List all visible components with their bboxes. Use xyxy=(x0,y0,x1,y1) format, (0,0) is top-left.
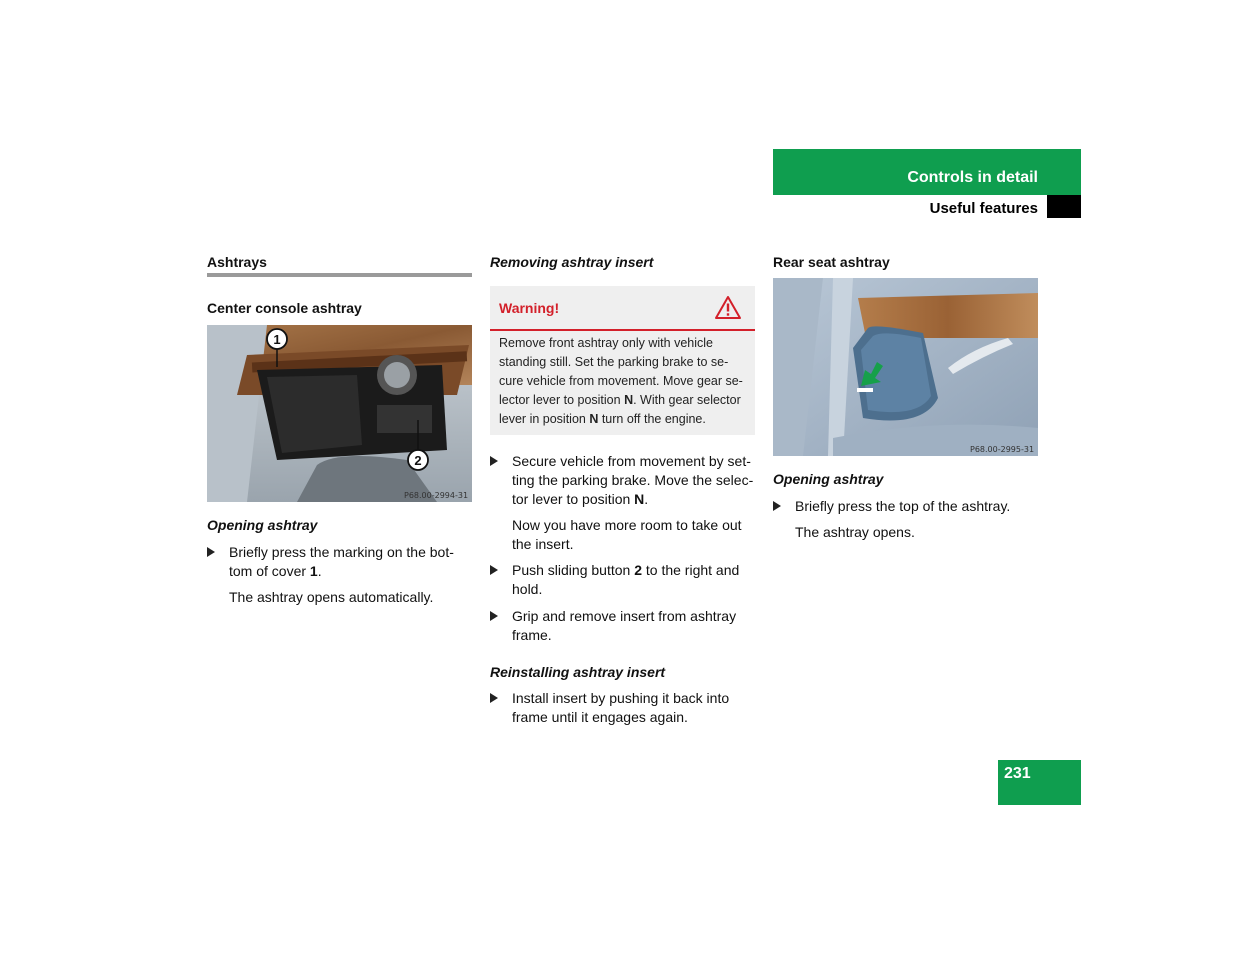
ashtrays-heading: Ashtrays xyxy=(207,254,267,270)
result-text: The ashtray opens. xyxy=(795,524,915,540)
image-ref-code: P68.00-2994-31 xyxy=(404,491,469,500)
center-console-illustration xyxy=(207,325,472,502)
bullet-arrow-icon xyxy=(490,693,498,703)
center-console-heading: Center console ashtray xyxy=(207,300,362,316)
center-console-ashtray-image xyxy=(207,325,472,502)
result-text: The ashtray opens automatically. xyxy=(229,589,434,605)
rear-seat-illustration xyxy=(773,278,1038,456)
list-item: Secure vehicle from movement by set- ting the parking brake. Move the selec- tor lever to position N. xyxy=(490,452,760,510)
bullet-arrow-icon xyxy=(490,611,498,621)
warning-text: Remove front ashtray only with vehicle standing still. Set the parking brake to se- cure vehicle from movement. Move gear se- lector lever to position N. With gear selector lever in position N turn off the engine. xyxy=(499,336,743,426)
removing-insert-heading: Removing ashtray insert xyxy=(490,254,654,270)
subsection-title: Useful features xyxy=(929,200,1038,217)
bullet-arrow-icon xyxy=(773,501,781,511)
opening-ashtray-heading: Opening ashtray xyxy=(207,517,318,533)
warning-triangle-icon xyxy=(714,295,742,320)
opening-ashtray-heading: Opening ashtray xyxy=(773,471,884,487)
page-number: 231 xyxy=(1004,765,1031,782)
warning-title: Warning! xyxy=(499,300,560,316)
section-tab-marker xyxy=(1047,195,1081,218)
section-title: Controls in detail xyxy=(907,169,1038,186)
heading-rule xyxy=(207,273,472,277)
list-item: Briefly press the marking on the bot- tom of cover 1. xyxy=(207,543,472,583)
callout-1: 1 xyxy=(273,332,281,347)
bullet-arrow-icon xyxy=(207,547,215,557)
rear-seat-ashtray-heading: Rear seat ashtray xyxy=(773,254,890,270)
bullet-arrow-icon xyxy=(490,565,498,575)
bullet-arrow-icon xyxy=(490,456,498,466)
list-item: Briefly press the top of the ashtray. xyxy=(773,497,1038,517)
list-item: Grip and remove insert from ashtray frame. xyxy=(490,607,760,647)
image-ref-code: P68.00-2995-31 xyxy=(970,445,1035,454)
result-text: Now you have more room to take out the insert. xyxy=(512,517,742,552)
list-item: Push sliding button 2 to the right and hold. xyxy=(490,561,760,601)
list-item: Install insert by pushing it back into frame until it engages again. xyxy=(490,689,760,729)
rear-seat-ashtray-image xyxy=(773,278,1038,456)
reinstalling-insert-heading: Reinstalling ashtray insert xyxy=(490,664,666,680)
callout-2: 2 xyxy=(414,453,422,468)
